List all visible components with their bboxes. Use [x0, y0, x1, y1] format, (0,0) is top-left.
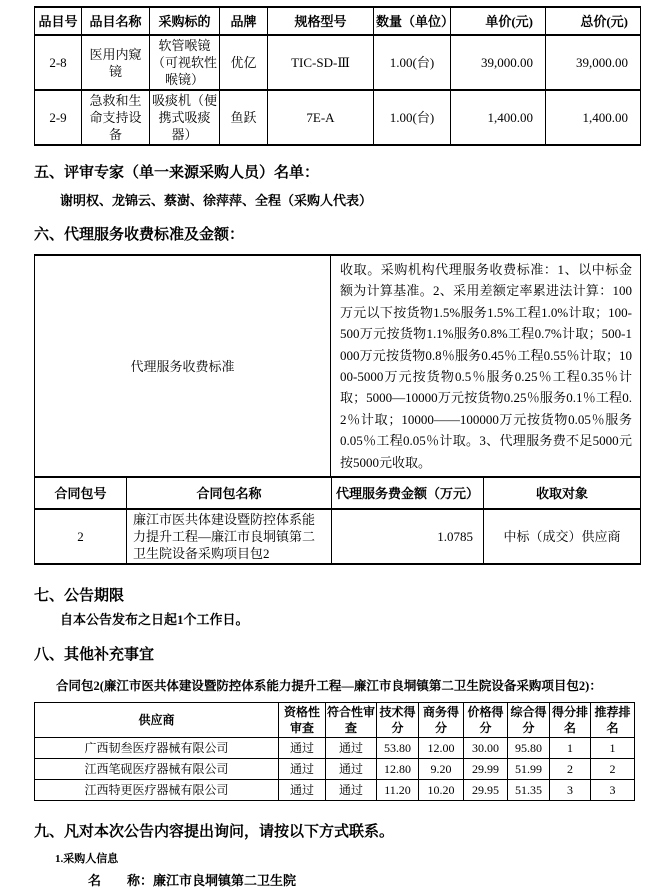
- header-cell-technical-score: 技术得分: [377, 703, 419, 738]
- table-row: [35, 738, 635, 759]
- header-cell-total-price: 总价(元): [546, 7, 641, 35]
- cell-price-score: 29.95: [464, 780, 508, 801]
- cell-subject: 软管喉镜（可视软性喉镜）: [150, 35, 220, 90]
- header-cell-subject: 采购标的: [150, 7, 220, 35]
- header-cell-model: 规格型号: [268, 7, 374, 35]
- cell-technical-score: 11.20: [377, 780, 419, 801]
- cell-fee-payer: 中标（成交）供应商: [484, 509, 641, 564]
- fee-standard-table: [34, 254, 641, 478]
- cell-total-price: 39,000.00: [546, 35, 641, 90]
- cell-total-score: 51.99: [508, 759, 550, 780]
- cell-subject: 吸痰机（便携式吸痰器）: [150, 90, 220, 145]
- purchaser-name-line: [88, 872, 640, 890]
- cell-business-score: 12.00: [419, 738, 464, 759]
- header-cell-fee-amount: 代理服务费金额（万元）: [332, 477, 484, 509]
- header-cell-price-score: 价格得分: [464, 703, 508, 738]
- table-row: [35, 35, 641, 90]
- cell-supplier-name: 广西韧叁医疗器械有限公司: [35, 738, 279, 759]
- cell-score-rank: 1: [550, 738, 591, 759]
- cell-package-name: 廉江市医共体建设暨防控体系能力提升工程—廉江市良垌镇第二卫生院设备采购项目包2: [127, 509, 332, 564]
- items-table-header-row: [35, 7, 641, 35]
- header-cell-package-no: 合同包号: [35, 477, 127, 509]
- table-row: [35, 90, 641, 145]
- cell-price-score: 30.00: [464, 738, 508, 759]
- cell-qualification: 通过: [279, 780, 326, 801]
- cell-brand: 优亿: [220, 35, 268, 90]
- cell-qualification: 通过: [279, 738, 326, 759]
- cell-item-name: 医用内窥镜: [82, 35, 150, 90]
- announcement-period-text: 自本公告发布之日起1个工作日。: [60, 612, 249, 628]
- purchaser-name-label: 名 称：: [88, 873, 154, 889]
- cell-conformity: 通过: [326, 759, 377, 780]
- header-cell-fee-payer: 收取对象: [484, 477, 641, 509]
- fee-standard-label: 代理服务收费标准: [35, 255, 331, 477]
- cell-supplier-name: 江西特更医疗器械有限公司: [35, 780, 279, 801]
- header-cell-item-name: 品目名称: [82, 7, 150, 35]
- cell-price-score: 29.99: [464, 759, 508, 780]
- table-row: [35, 509, 641, 564]
- section6-title: 六、代理服务收费标准及金额：: [34, 227, 245, 243]
- cell-model: TIC-SD-Ⅲ: [268, 35, 374, 90]
- suppliers-score-table: [34, 702, 635, 801]
- cell-total-score: 51.35: [508, 780, 550, 801]
- cell-quantity: 1.00(台): [374, 35, 451, 90]
- cell-model: 7E-A: [268, 90, 374, 145]
- section7-title: 七、公告期限: [34, 588, 125, 605]
- cell-total-score: 95.80: [508, 738, 550, 759]
- header-cell-item-no: 品目号: [35, 7, 82, 35]
- table-row: [35, 759, 635, 780]
- cell-conformity: 通过: [326, 780, 377, 801]
- cell-recommend-rank: 3: [591, 780, 635, 801]
- cell-business-score: 9.20: [419, 759, 464, 780]
- header-cell-quantity: 数量（单位）: [374, 7, 451, 35]
- cell-quantity: 1.00(台): [374, 90, 451, 145]
- expert-names: 谢明权、龙锦云、蔡澍、徐萍萍、全程（采购人代表）: [60, 193, 373, 208]
- cell-unit-price: 39,000.00: [451, 35, 546, 90]
- package-fee-header-row: [35, 477, 641, 509]
- purchaser-info-label: 1.采购人信息: [55, 853, 119, 866]
- cell-business-score: 10.20: [419, 780, 464, 801]
- table-row: [35, 255, 641, 477]
- cell-brand: 鱼跃: [220, 90, 268, 145]
- fee-standard-text: 收取。采购机构代理服务收费标准：1、以中标金额为计算基准。2、采用差额定率累进法计算：100万元以下按货物1.5%服务1.5%工程1.0%计取；100-500万元按货物1.1%服务0.8%工程0.7%计取；500-1000万元按货物0.8％服务0.45％工程0.55％计取；1000-5000万元按货物0.5％服务0.25％工程0.35％计取；5000—10000万元按货物0.25％服务0.1％工程0.2％计取；10000——100000万元按货物0.05％服务0.05％工程0.05％计取。3、代理服务费不足5000元按5000元收取。: [331, 255, 641, 477]
- cell-supplier-name: 江西笔砚医疗器械有限公司: [35, 759, 279, 780]
- purchaser-name-value: 廉江市良垌镇第二卫生院: [153, 873, 297, 889]
- section5-title: 五、评审专家（单一来源采购人员）名单：: [34, 165, 320, 181]
- header-cell-conformity-review: 符合性审查: [326, 703, 377, 738]
- items-table: [34, 6, 641, 146]
- cell-total-price: 1,400.00: [546, 90, 641, 145]
- header-cell-qualification-review: 资格性审查: [279, 703, 326, 738]
- cell-item-no: 2-8: [35, 35, 82, 90]
- cell-item-name: 急救和生命支持设备: [82, 90, 150, 145]
- section9-title: 九、凡对本次公告内容提出询问，请按以下方式联系。: [34, 824, 395, 841]
- package-fee-table: [34, 476, 641, 565]
- header-cell-package-name: 合同包名称: [127, 477, 332, 509]
- cell-recommend-rank: 1: [591, 738, 635, 759]
- header-cell-recommend-rank: 推荐排名: [591, 703, 635, 738]
- cell-score-rank: 2: [550, 759, 591, 780]
- cell-fee-amount: 1.0785: [332, 509, 484, 564]
- cell-qualification: 通过: [279, 759, 326, 780]
- suppliers-header-row: [35, 703, 635, 738]
- cell-technical-score: 12.80: [377, 759, 419, 780]
- package2-intro-text: 合同包2(廉江市医共体建设暨防控体系能力提升工程—廉江市良垌镇第二卫生院设备采购项目包2)：: [56, 679, 602, 694]
- header-cell-supplier: 供应商: [35, 703, 279, 738]
- cell-recommend-rank: 2: [591, 759, 635, 780]
- cell-item-no: 2-9: [35, 90, 82, 145]
- cell-conformity: 通过: [326, 738, 377, 759]
- section8-title: 八、其他补充事宜: [34, 647, 155, 664]
- cell-unit-price: 1,400.00: [451, 90, 546, 145]
- table-row: [35, 780, 635, 801]
- cell-technical-score: 53.80: [377, 738, 419, 759]
- header-cell-brand: 品牌: [220, 7, 268, 35]
- header-cell-total-score: 综合得分: [508, 703, 550, 738]
- header-cell-business-score: 商务得分: [419, 703, 464, 738]
- cell-package-no: 2: [35, 509, 127, 564]
- cell-score-rank: 3: [550, 780, 591, 801]
- header-cell-unit-price: 单价(元): [451, 7, 546, 35]
- header-cell-score-rank: 得分排名: [550, 703, 591, 738]
